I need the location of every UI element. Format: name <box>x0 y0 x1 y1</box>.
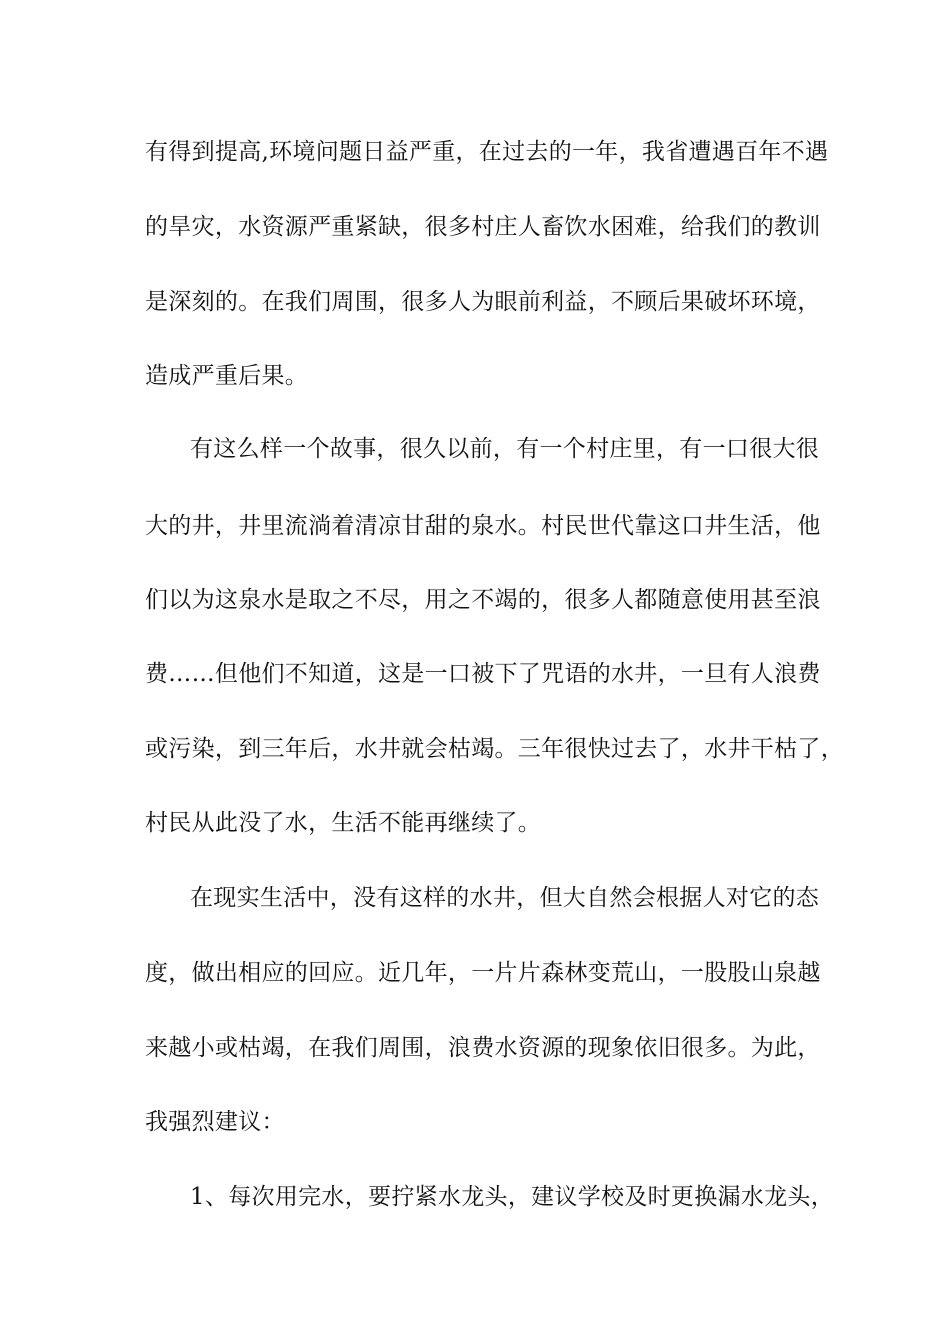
text-line: 有得到提高,环境问题日益严重，在过去的一年，我省遭遇百年不遇 <box>145 139 829 165</box>
list-item-line: 1、每次用完水，要拧紧水龙头，建议学校及时更换漏水龙头， <box>190 1184 835 1210</box>
text-line: 我强烈建议： <box>145 1109 285 1135</box>
text-line: 的旱灾，水资源严重紧缺，很多村庄人畜饮水困难，给我们的教训 <box>145 214 821 240</box>
text-line: 是深刻的。在我们周围，很多人为眼前利益，不顾后果破坏环境， <box>145 289 821 315</box>
text-line: 们以为这泉水是取之不尽，用之不竭的，很多人都随意使用甚至浪 <box>145 587 821 613</box>
text-line: 费……但他们不知道，这是一口被下了咒语的水井，一旦有人浪费 <box>145 661 821 687</box>
text-line: 度，做出相应的回应。近几年，一片片森林变荒山，一股股山泉越 <box>145 960 821 986</box>
text-line: 或污染，到三年后，水井就会枯竭。三年很快过去了，水井干枯了， <box>145 736 844 762</box>
text-line: 造成严重后果。 <box>145 363 309 389</box>
paragraph-start-line: 在现实生活中，没有这样的水井，但大自然会根据人对它的态 <box>190 885 820 911</box>
text-line: 来越小或枯竭，在我们周围，浪费水资源的现象依旧很多。为此， <box>145 1035 821 1061</box>
text-line: 大的井，井里流淌着清凉甘甜的泉水。村民世代靠这口井生活，他 <box>145 513 821 539</box>
text-line: 村民从此没了水，生活不能再继续了。 <box>145 810 542 836</box>
paragraph-start-line: 有这么样一个故事，很久以前，有一个村庄里，有一口很大很 <box>190 436 820 462</box>
